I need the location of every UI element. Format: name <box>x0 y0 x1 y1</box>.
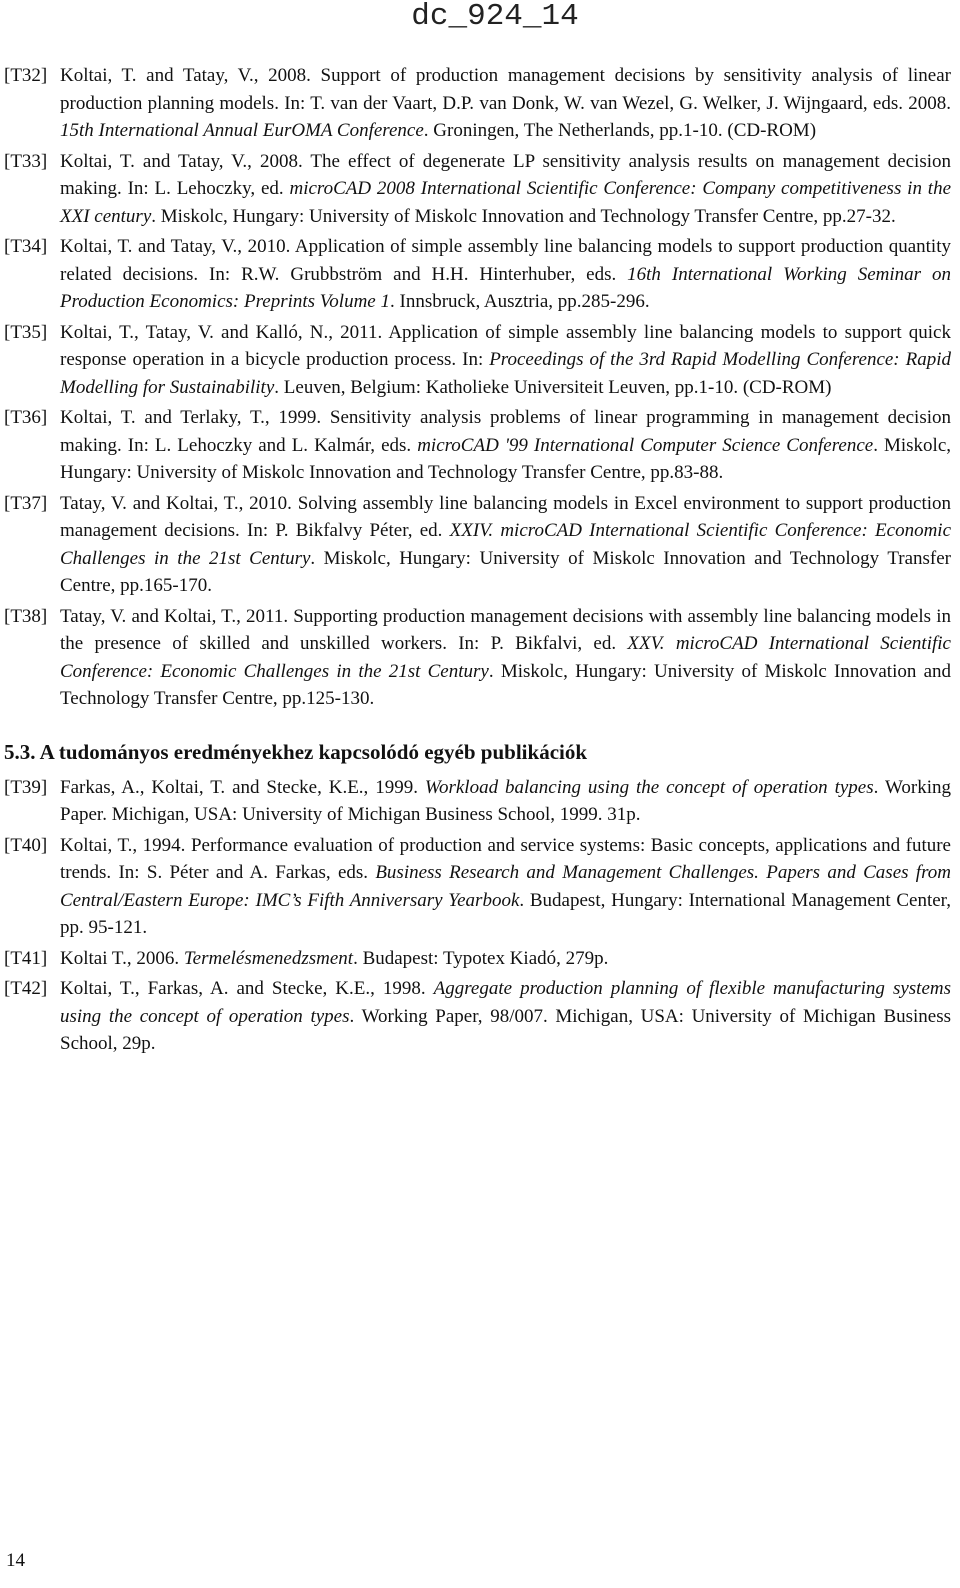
reference-text <box>60 945 951 973</box>
reference-text-segment: Koltai, T. and Terlaky, T., 1999. Sensitivity analysis problems of linear programming in management decision making. In: L. Lehoczky and L. Kalmár, eds. <box>60 407 951 456</box>
reference-text-segment: . Miskolc, Hungary: University of Miskolc Innovation and Technology Transfer Centre, pp.165-170. <box>60 547 951 596</box>
reference-text-segment: Koltai, T., 1994. Performance evaluation of production and service systems: Basic concepts, applications and future trends. In: S. Péter and A. Farkas, eds. <box>60 834 951 883</box>
reference-text-segment: . Miskolc, Hungary: University of Miskolc Innovation and Technology Transfer Centre, pp.83-88. <box>60 434 951 483</box>
reference-text-segment: Koltai, T. and Tatay, V., 2010. Application of simple assembly line balancing models to support production quantity related decisions. In: R.W. Grubbström and H.H. Hinterhuber, eds. <box>60 236 951 285</box>
reference-text-segment: Koltai, T., Tatay, V. and Kalló, N., 2011. Application of simple assembly line balancing models to support quick response operation in a bicycle production process. In: <box>60 321 951 370</box>
reference-text <box>60 603 951 713</box>
reference-entry <box>4 975 951 1058</box>
reference-entry <box>4 832 951 942</box>
reference-text <box>60 490 951 600</box>
reference-title-italic: XXV. microCAD International Scientific Conference: Economic Challenges in the 21st Century <box>60 633 951 682</box>
reference-text-segment: . Groningen, The Netherlands, pp.1-10. (CD-ROM) <box>423 120 817 141</box>
reference-entry <box>4 404 951 487</box>
section-title: 5.3. A tudományos eredményekhez kapcsolódó egyéb publikációk <box>4 739 588 764</box>
reference-text <box>60 233 951 316</box>
reference-title-italic: 16th International Working Seminar on Production Economics: Preprints Volume 1 <box>60 263 951 312</box>
reference-text-segment: Koltai, T. and Tatay, V., 2008. The effect of degenerate LP sensitivity analysis results on management decision making. In: L. Lehoczky, ed. <box>60 150 951 199</box>
reference-text-segment: Koltai, T., Farkas, A. and Stecke, K.E., 1998. <box>60 978 434 999</box>
reference-text-segment: . Innsbruck, Ausztria, pp.285-296. <box>390 291 650 312</box>
reference-tag: [T40] <box>4 834 48 856</box>
reference-text-segment: . Working Paper. Michigan, USA: University of Michigan Business School, 1999. 31p. <box>60 776 951 825</box>
reference-entry <box>4 490 951 600</box>
reference-entry <box>4 233 951 316</box>
reference-tag: [T32] <box>4 65 48 86</box>
reference-entry <box>4 148 951 231</box>
reference-text <box>60 319 951 402</box>
reference-tag: [T34] <box>4 236 48 257</box>
page-content <box>4 62 951 1061</box>
reference-entry <box>4 62 951 145</box>
reference-text-segment: . Miskolc, Hungary: University of Miskolc Innovation and Technology Transfer Centre, pp.125-130. <box>60 660 951 709</box>
reference-tag: [T33] <box>4 150 48 172</box>
reference-tag: [T41] <box>4 947 48 969</box>
reference-tag: [T36] <box>4 407 48 428</box>
reference-title-italic: Termelésmenedzsment <box>183 947 354 969</box>
reference-entry <box>4 945 951 973</box>
reference-text-segment: . Miskolc, Hungary: University of Miskolc Innovation and Technology Transfer Centre, pp.27-32. <box>151 205 896 227</box>
reference-text <box>60 148 951 231</box>
reference-title-italic: Proceedings of the 3rd Rapid Modelling Conference: Rapid Modelling for Sustainability <box>60 349 951 398</box>
reference-text-segment: . Working Paper, 98/007. Michigan, USA: University of Michigan Business School, 29p. <box>60 1005 952 1054</box>
reference-tag: [T38] <box>4 605 48 627</box>
reference-text <box>60 774 951 829</box>
reference-title-italic: XXIV. microCAD International Scientific Conference: Economic Challenges in the 21st Century <box>60 520 951 569</box>
reference-title-italic: 15th International Annual EurOMA Conference <box>60 120 424 141</box>
reference-text-segment: Koltai, T. and Tatay, V., 2008. Support of production management decisions by sensitivity analysis of linear production planning models. In: T. van der Vaart, D.P. van Donk, W. van Wezel, G. Welker, J. Wijngaard, eds. 2008. <box>60 65 951 114</box>
reference-list-b <box>4 774 951 1058</box>
reference-text <box>60 975 951 1058</box>
reference-tag: [T39] <box>4 776 48 798</box>
reference-text <box>60 404 951 487</box>
reference-text <box>60 62 951 145</box>
reference-text-segment: . Budapest, Hungary: International Management Center, pp. 95-121. <box>60 889 951 938</box>
reference-title-italic: microCAD '99 International Computer Science Conference <box>417 434 874 456</box>
reference-title-italic: Workload balancing using the concept of operation types <box>424 776 874 798</box>
reference-entry <box>4 603 951 713</box>
reference-list-a <box>4 62 951 713</box>
reference-title-italic: microCAD 2008 International Scientific Conference: Company competitiveness in the XXI century <box>60 178 951 227</box>
reference-entry <box>4 774 951 829</box>
reference-tag: [T37] <box>4 492 48 514</box>
document-code-header: dc_924_14 <box>411 0 579 34</box>
reference-text-segment: Koltai T., 2006. <box>60 947 184 969</box>
reference-text-segment: Tatay, V. and Koltai, T., 2011. Supporting production management decisions with assembly line balancing models in the presence of skilled and unskilled workers. In: P. Bikfalvi, ed. <box>60 605 951 654</box>
reference-text-segment: Tatay, V. and Koltai, T., 2010. Solving assembly line balancing models in Excel environment to support production management decisions. In: P. Bikfalvy Péter, ed. <box>60 492 951 541</box>
reference-tag: [T42] <box>4 978 48 999</box>
reference-tag: [T35] <box>4 321 48 343</box>
reference-title-italic: Aggregate production planning of flexible manufacturing systems using the concept of operation types <box>60 978 951 1027</box>
reference-entry <box>4 319 951 402</box>
reference-text-segment: . Budapest: Typotex Kiadó, 279p. <box>353 947 609 969</box>
page-number: 14 <box>6 1550 25 1571</box>
reference-text-segment: Farkas, A., Koltai, T. and Stecke, K.E., 1999. <box>60 776 425 798</box>
reference-text <box>60 832 951 942</box>
reference-title-italic: Business Research and Management Challenges. Papers and Cases from Central/Eastern Europe: IMC’s Fifth Anniversary Yearbook <box>60 862 951 911</box>
reference-text-segment: . Leuven, Belgium: Katholieke Universiteit Leuven, pp.1-10. (CD-ROM) <box>274 376 832 398</box>
